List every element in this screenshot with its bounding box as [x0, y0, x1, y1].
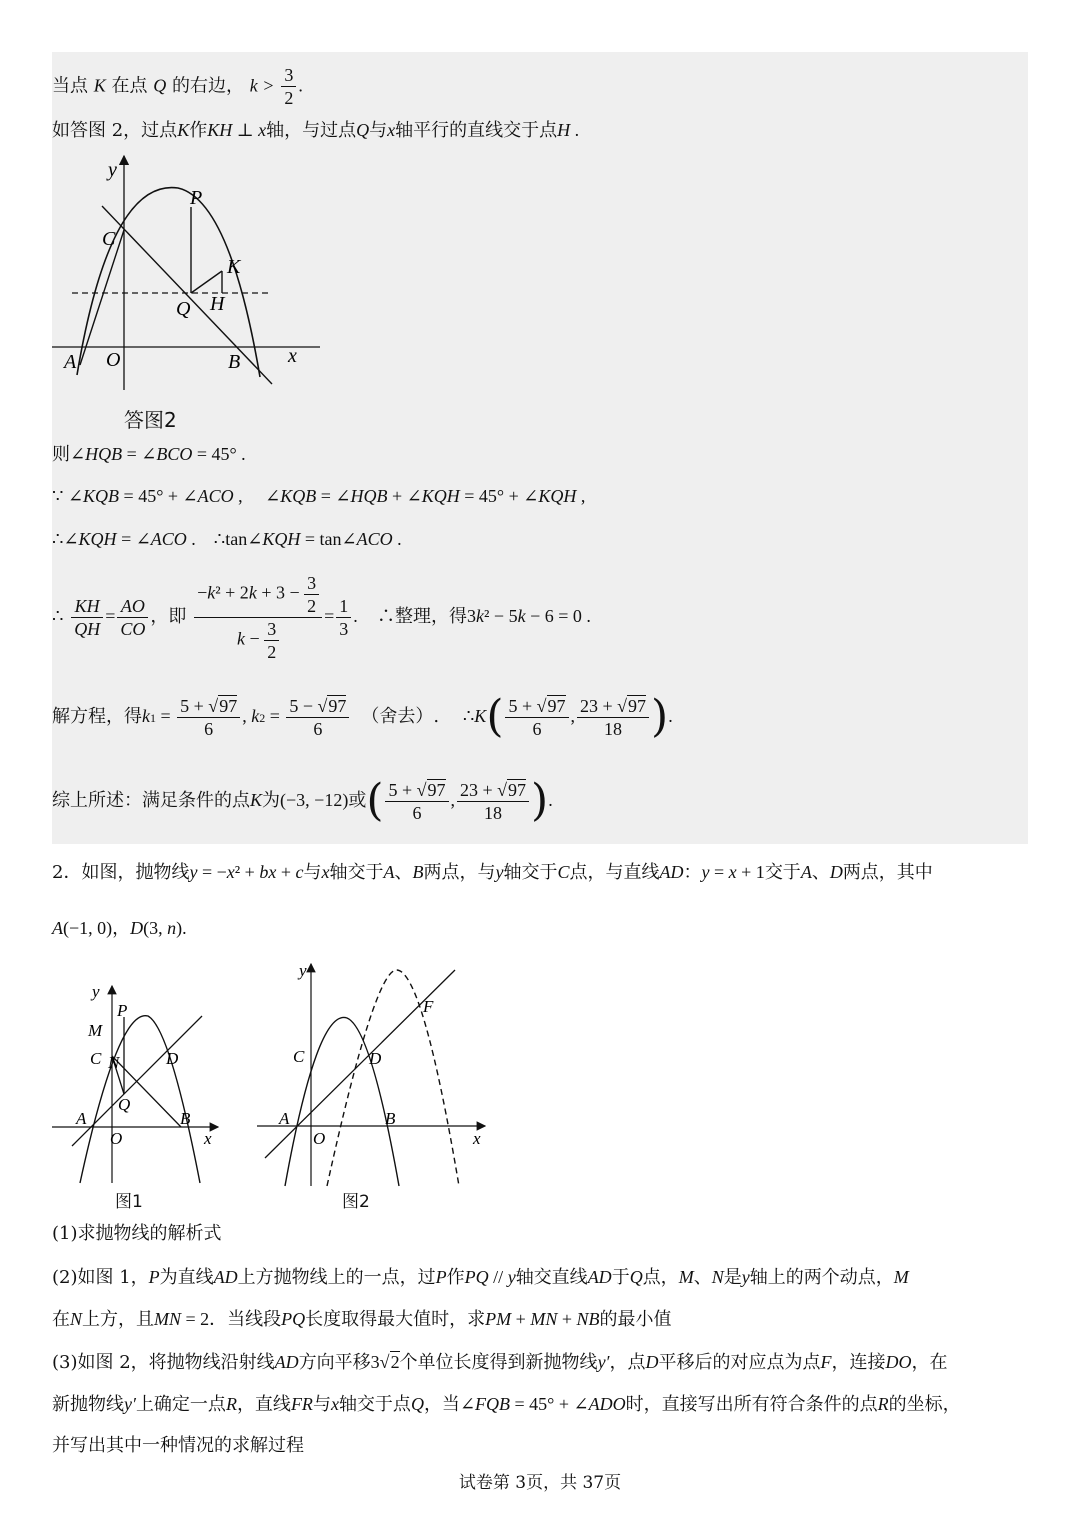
svg-text:Q: Q	[118, 1095, 131, 1114]
svg-text:A: A	[64, 351, 77, 373]
problem-intro: 2．如图，抛物线y = −x² + bx + c与x轴交于A、B两点，与y轴交于C点，与直线AD：y = x + 1交于A、D两点，其中	[52, 862, 933, 883]
svg-text:O: O	[313, 1129, 326, 1148]
svg-text:y: y	[299, 961, 307, 980]
question-3-line-1: (3)如图 2，将抛物线沿射线AD方向平移3√2个单位长度得到新抛物线y′，点D平移后的对应点为点F，连接DO，在	[52, 1352, 948, 1373]
question-2-line-1: (2)如图 1，P为直线AD上方抛物线上的一点，过P作PQ // y轴交直线AD于Q点，M、N是y轴上的两个动点，M	[52, 1267, 909, 1288]
svg-text:x: x	[288, 345, 297, 367]
problem-figure-2	[255, 958, 495, 1188]
question-3-line-2: 新抛物线y′上确定一点R，直线FR与x轴交于点Q，当∠FQB = 45° + ∠ADO时，直接写出所有符合条件的点R的坐标，	[52, 1394, 961, 1415]
problem-intro-points: A(−1, 0)，D(3, n).	[52, 918, 187, 938]
solution-line-2: 如答图 2，过点K作KH ⊥ x轴，与过点Q与x轴平行的直线交于点H .	[52, 120, 580, 141]
solution-line-1: 当点 K 在点 Q 的右边， k > $\frac{3}{2}$ .	[52, 65, 303, 108]
solution-line-8: 综上所述：满足条件的点K为(−3, −12)或( $\frac{5 + √97}{6}$ , $\frac{23 + √97}{18}$ ).	[52, 775, 553, 826]
svg-text:Q: Q	[176, 298, 191, 320]
svg-text:P: P	[190, 187, 203, 209]
svg-text:M: M	[88, 1021, 103, 1040]
svg-text:y: y	[92, 982, 100, 1001]
svg-text:D: D	[166, 1049, 179, 1068]
svg-text:F: F	[423, 997, 434, 1016]
svg-text:A: A	[76, 1109, 87, 1128]
svg-text:O: O	[110, 1129, 123, 1148]
svg-text:D: D	[369, 1049, 382, 1068]
svg-text:H: H	[210, 293, 225, 315]
question-1: (1)求抛物线的解析式	[52, 1223, 222, 1244]
svg-text:K: K	[227, 256, 241, 278]
solution-line-6: ∴ $\frac{KH}{QH}$ = $\frac{AO}{CO}$ ，即 −k² + 2k + 3 − $\frac{3}{2}$ k − $\frac{3}{2}$ = $\frac{1}{3}$ . ∴整理，得3k² − 5k − 6 = 0 .	[52, 572, 591, 662]
svg-text:y: y	[108, 159, 117, 181]
figure-caption: 答图2	[124, 408, 177, 432]
page-footer: 试卷第 3页，共 37页	[458, 1473, 622, 1493]
question-3-line-3: 并写出其中一种情况的求解过程	[52, 1435, 304, 1456]
svg-text:B: B	[180, 1109, 191, 1128]
svg-text:C: C	[293, 1047, 305, 1066]
svg-text:C: C	[102, 228, 116, 250]
solution-line-4: ∵ ∠KQB = 45° + ∠ACO , ∠KQB = ∠HQB + ∠KQH = 45° + ∠KQH ,	[52, 486, 586, 507]
answer-figure-2	[50, 150, 320, 435]
svg-text:N: N	[108, 1053, 120, 1072]
figure-2-caption: 图2	[342, 1192, 370, 1212]
svg-text:A: A	[279, 1109, 290, 1128]
question-2-line-2: 在N上方，且MN = 2．当线段PQ长度取得最大值时，求PM + MN + NB的最小值	[52, 1309, 672, 1330]
svg-text:O: O	[106, 349, 121, 371]
solution-line-3: 则∠HQB = ∠BCO = 45° .	[52, 444, 246, 465]
svg-text:x: x	[473, 1129, 481, 1148]
solution-line-7: 解方程，得k1 = $\frac{5 + √97}{6}$ , k2 = $\frac{5 - √97}{6}$ （舍去）. ∴K( $\frac{5 + √97}{6}$ , $\frac{23 + √97}{18}$ ).	[52, 691, 673, 742]
svg-text:P: P	[117, 1001, 128, 1020]
solution-line-5: ∴∠KQH = ∠ACO . ∴tan∠KQH = tan∠ACO .	[52, 529, 402, 550]
svg-text:B: B	[385, 1109, 396, 1128]
problem-figure-1	[50, 978, 230, 1188]
svg-text:x: x	[204, 1129, 212, 1148]
svg-text:B: B	[228, 351, 241, 373]
figure-1-caption: 图1	[115, 1192, 143, 1212]
svg-text:C: C	[90, 1049, 102, 1068]
